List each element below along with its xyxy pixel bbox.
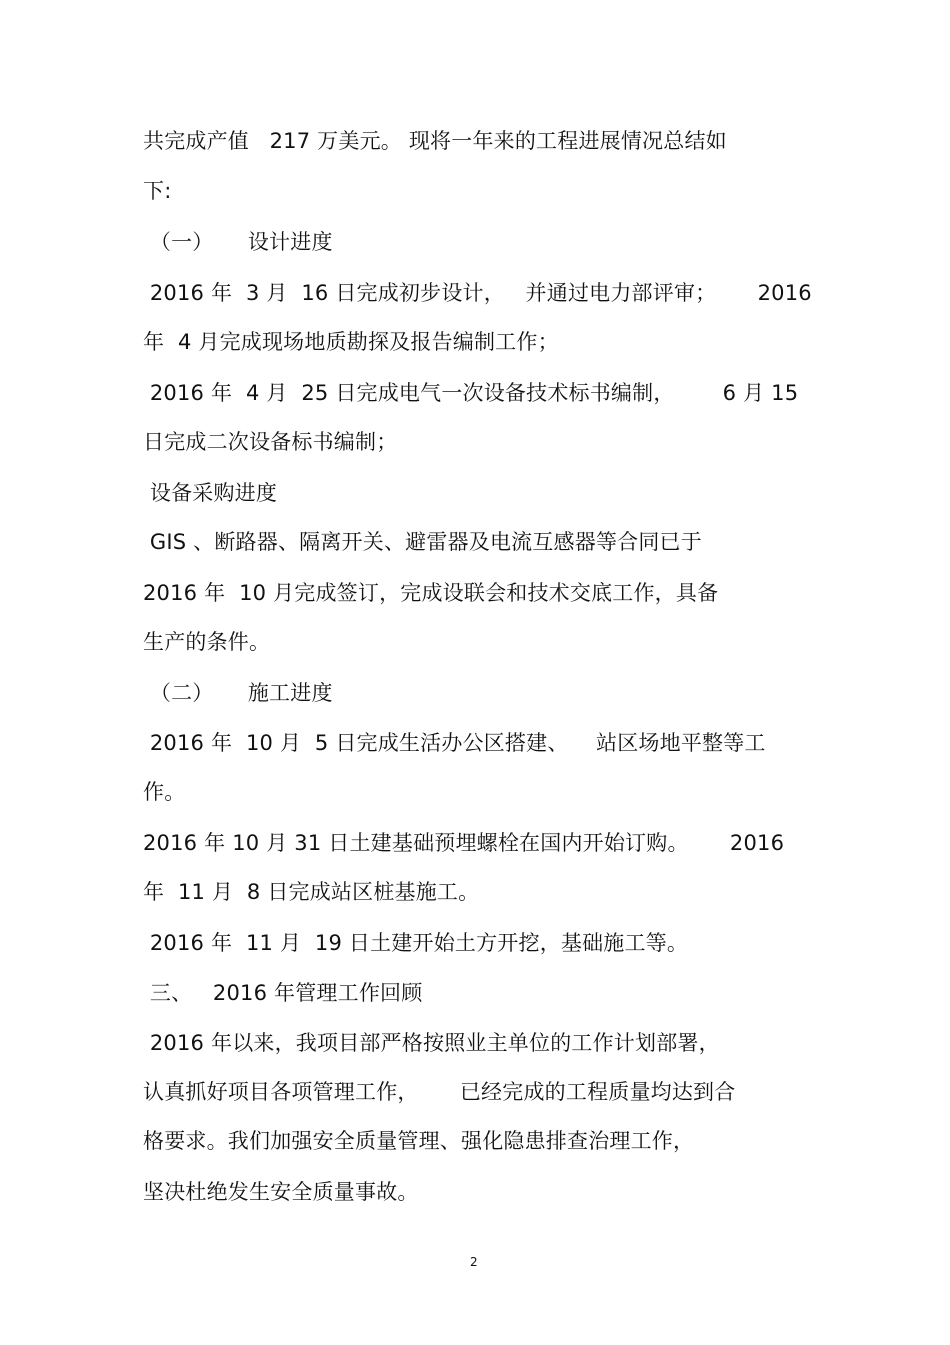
text-line-9: GIS 、断路器、隔离开关、避雷器及电流互感器等合同已于 xyxy=(143,530,702,554)
text-line-17: 2016 年 11 月 19 日土建开始土方开挖，基础施工等。 xyxy=(143,931,689,955)
text-line-15: 2016 年 10 月 31 日土建基础预埋螺栓在国内开始订购。 2016 xyxy=(143,831,785,855)
text-line-11: 生产的条件。 xyxy=(143,630,271,654)
section-heading-design-progress: （一） 设计进度 xyxy=(143,230,333,254)
text-line-22: 坚决杜绝发生安全质量事故。 xyxy=(143,1180,419,1204)
page-number: 2 xyxy=(470,1255,478,1269)
text-line-21: 格要求。我们加强安全质量管理、强化隐患排查治理工作， xyxy=(143,1129,695,1153)
text-line-10: 2016 年 10 月完成签订，完成设联会和技术交底工作，具备 xyxy=(143,581,719,605)
text-line-5: 年 4 月完成现场地质勘探及报告编制工作； xyxy=(143,330,559,354)
text-line-16: 年 11 月 8 日完成站区桩基施工。 xyxy=(143,880,480,904)
text-line-7: 日完成二次设备标书编制； xyxy=(143,430,398,454)
text-line-2: 下: xyxy=(143,179,172,203)
text-line-1: 共完成产值 217 万美元。 现将一年来的工程进展情况总结如 xyxy=(143,129,727,153)
text-line-4: 2016 年 3 月 16 日完成初步设计， 并通过电力部评审； 2016 xyxy=(143,281,812,305)
text-line-19: 2016 年以来，我项目部严格按照业主单位的工作计划部署， xyxy=(143,1031,720,1055)
section-heading-management-review: 三、 2016 年管理工作回顾 xyxy=(143,981,423,1005)
text-line-13: 2016 年 10 月 5 日完成生活办公区搭建、 站区场地平整等工 xyxy=(143,731,766,755)
text-line-14: 作。 xyxy=(143,780,186,804)
section-heading-construction-progress: （二） 施工进度 xyxy=(143,681,333,705)
section-heading-procurement-progress: 设备采购进度 xyxy=(143,481,278,505)
text-line-6: 2016 年 4 月 25 日完成电气一次设备技术标书编制， 6 月 15 xyxy=(143,381,799,405)
text-line-20: 认真抓好项目各项管理工作， 已经完成的工程质量均达到合 xyxy=(143,1080,736,1104)
